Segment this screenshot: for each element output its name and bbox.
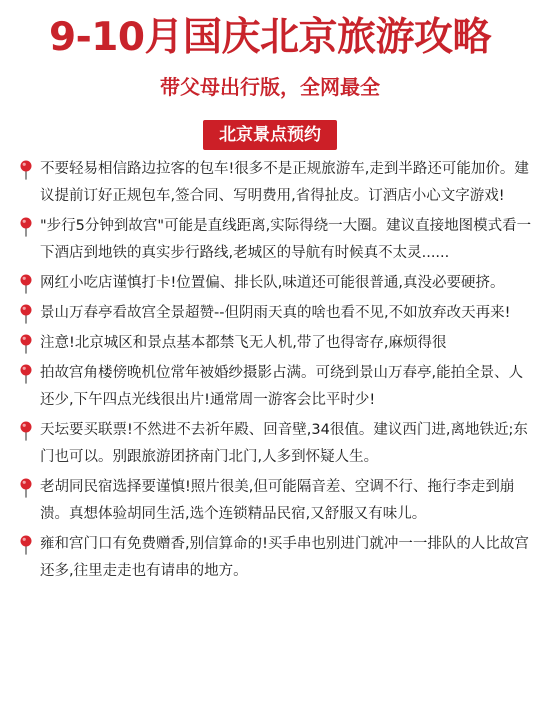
page-title: 9-10月国庆北京旅游攻略 bbox=[48, 15, 492, 60]
list-item bbox=[18, 213, 532, 267]
pin-icon bbox=[18, 274, 34, 294]
pin-icon bbox=[18, 364, 34, 384]
list-item-text: 老胡同民宿选择要谨慎!照片很美,但可能隔音差、空调不行、拖行李走到崩溃。真想体验胡同生活,选个连锁精品民宿,又舒服又有味儿。 bbox=[40, 479, 515, 522]
list-item-text: 注意!北京城区和景点基本都禁飞无人机,带了也得寄存,麻烦得很 bbox=[40, 335, 447, 351]
list-item bbox=[18, 360, 532, 414]
pin-icon bbox=[18, 478, 34, 498]
list-item-text: 雍和宫门口有免费赠香,别信算命的!买手串也别进门就冲一一排队的人比故宫还多,往里走走也有请串的地方。 bbox=[40, 536, 529, 579]
pin-icon bbox=[18, 304, 34, 324]
tips-list bbox=[18, 156, 532, 588]
pin-icon bbox=[18, 535, 34, 555]
pin-icon bbox=[18, 217, 34, 237]
list-item-text: "步行5分钟到故宫"可能是直线距离,实际得绕一大圈。建议直接地图模式看一下酒店到地铁的真实步行路线,老城区的导航有时候真不太灵...... bbox=[40, 218, 532, 261]
list-item bbox=[18, 330, 532, 357]
list-item bbox=[18, 531, 532, 585]
pin-icon bbox=[18, 421, 34, 441]
list-item bbox=[18, 417, 532, 471]
list-item-text: 不要轻易相信路边拉客的包车!很多不是正规旅游车,走到半路还可能加价。建议提前订好正规包车,签合同、写明费用,省得扯皮。订酒店小心文字游戏! bbox=[40, 161, 529, 204]
page-subtitle: 带父母出行版，全网最全 bbox=[160, 75, 380, 99]
list-item bbox=[18, 270, 532, 297]
list-item-text: 拍故宫角楼傍晚机位常年被婚纱摄影占满。可绕到景山万春亭,能拍全景、人还少,下午四点光线很出片!通常周一游客会比平时少! bbox=[40, 365, 524, 408]
list-item bbox=[18, 474, 532, 528]
section-badge: 北京景点预约 bbox=[203, 120, 337, 150]
pin-icon bbox=[18, 160, 34, 180]
list-item bbox=[18, 300, 532, 327]
list-item bbox=[18, 156, 532, 210]
pin-icon bbox=[18, 334, 34, 354]
list-item-text: 网红小吃店谨慎打卡!位置偏、排长队,味道还可能很普通,真没必要硬挤。 bbox=[40, 275, 505, 291]
list-item-text: 天坛要买联票!不然进不去祈年殿、回音壁,34很值。建议西门进,离地铁近;东门也可以。别跟旅游团挤南门北门,人多到怀疑人生。 bbox=[40, 422, 528, 465]
list-item-text: 景山万春亭看故宫全景超赞--但阴雨天真的啥也看不见,不如放弃改天再来! bbox=[40, 305, 511, 321]
